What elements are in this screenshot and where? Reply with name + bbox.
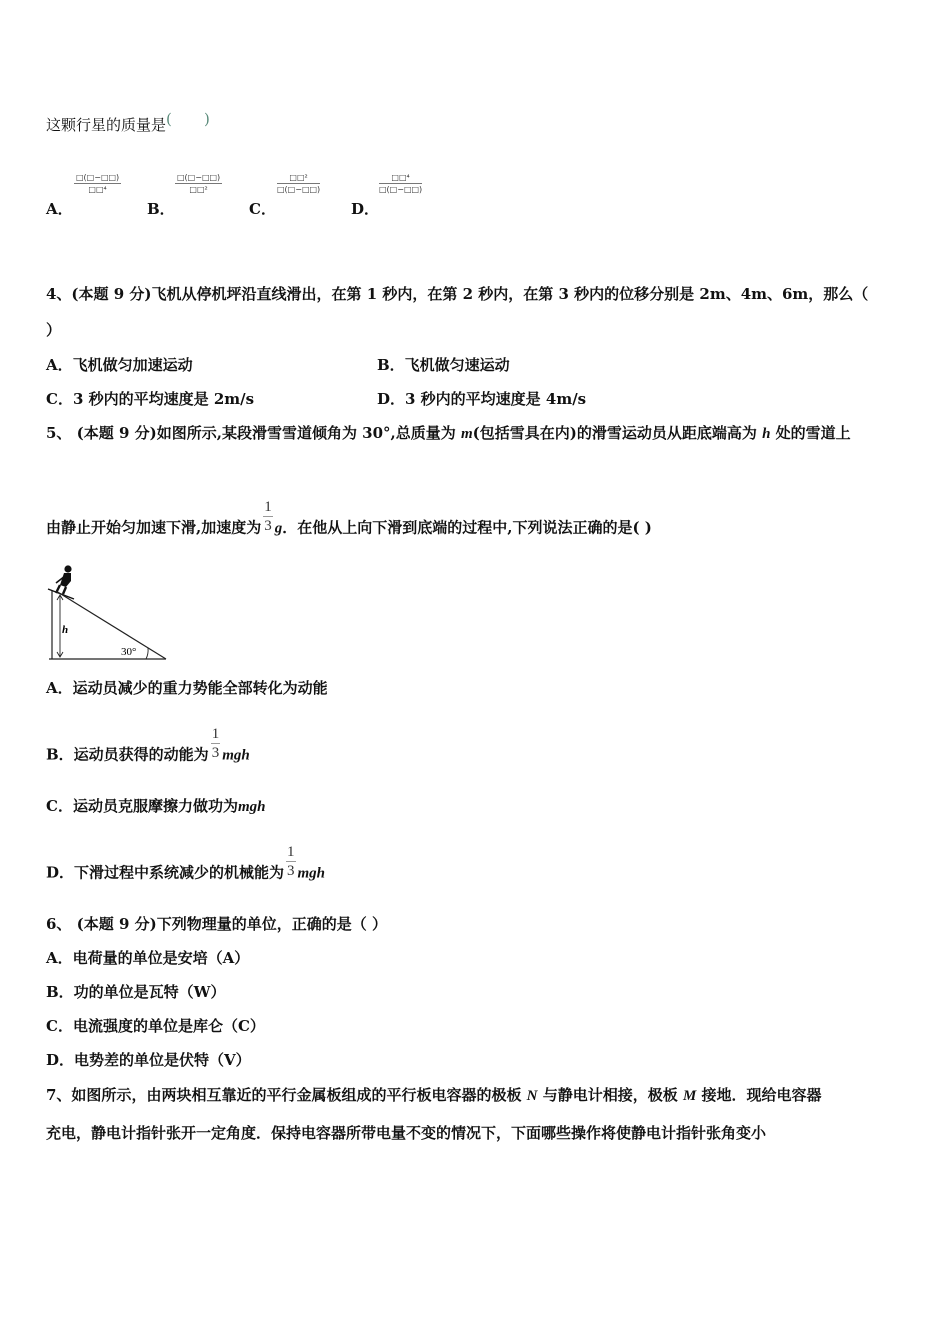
q3-option-b-fraction: □(□−□□) □□²	[177, 173, 221, 194]
q6-stem: 6、 (本题 9 分)下列物理量的单位，正确的是（ ）	[46, 915, 387, 933]
q3-option-c-fraction: □□² □(□−□□)	[277, 173, 321, 194]
slope-incline	[56, 591, 166, 659]
q4-option-a: A．飞机做匀加速运动	[46, 356, 193, 374]
angle-arc	[146, 648, 148, 659]
q6-option-a: A．电荷量的单位是安培（A）	[46, 949, 250, 967]
q5-option-b-fraction: $\frac{1}{3}$	[211, 726, 220, 761]
q5-option-d-fraction: $\frac{1}{3}$	[287, 844, 295, 879]
q3-option-a-fraction: □(□−□□) □□⁴	[76, 173, 120, 194]
q4-option-b: B．飞机做匀速运动	[377, 356, 510, 374]
q3-stem-text: 这颗行星的质量是	[46, 116, 167, 134]
q4-stem-cont: ）	[46, 321, 62, 339]
q6-option-d: D．电势差的单位是伏特（V）	[46, 1051, 251, 1069]
q3-option-a-label: A．	[46, 200, 73, 218]
q7-stem-line2: 充电，静电计指针张开一定角度．保持电容器所带电量不变的情况下，下面哪些操作将使静电计指针张角变小	[46, 1124, 767, 1142]
q5-option-d: D．下滑过程中系统减少的机械能为 $\frac{1}{3}$ mgh	[46, 844, 326, 882]
q3-option-d-label: D．	[351, 200, 380, 218]
angle-label: 30°	[121, 646, 137, 658]
q3-answer-paren: ( )	[166, 110, 210, 128]
q5-stem: 5、 (本题 9 分)如图所示,某段滑雪雪道倾角为 30°,总质量为 m(包括雪具在内)的滑雪运动员从距底端高为 h 处的雪道上	[46, 424, 851, 442]
q4-stem: 4、(本题 9 分)飞机从停机坪沿直线滑出，在第 1 秒内，在第 2 秒内，在第 3 秒内的位移分别是 2m、4m、6m，那么（	[46, 285, 869, 303]
q4-option-c: C．3 秒内的平均速度是 2m/s	[46, 390, 255, 408]
height-label: h	[62, 624, 69, 636]
q5-option-b: B．运动员获得的动能为 $\frac{1}{3}$ mgh	[46, 726, 250, 764]
q5-option-a: A．运动员减少的重力势能全部转化为动能	[46, 679, 328, 697]
q6-option-b: B．功的单位是瓦特（W）	[46, 983, 226, 1001]
q5-stem-line2: 由静止开始匀加速下滑,加速度为 $\frac{1}{3}$ g．在他从上向下滑到底端的过程中,下列说法正确的是( )	[46, 499, 652, 537]
q5-option-c: C．运动员克服摩擦力做功为mgh	[46, 797, 266, 815]
q5-fraction-one-third: $\frac{1}{3}$	[264, 499, 272, 534]
q6-option-c: C．电流强度的单位是库仑（C）	[46, 1017, 265, 1035]
q4-option-d: D．3 秒内的平均速度是 4m/s	[377, 390, 587, 408]
q3-stem	[46, 110, 210, 135]
q7-stem: 7、如图所示，由两块相互靠近的平行金属板组成的平行板电容器的极板 N 与静电计相接，极板 M 接地．现给电容器	[46, 1086, 822, 1104]
q3-option-d-fraction: □□⁴ □(□−□□)	[379, 173, 423, 194]
q3-option-b-label: B．	[147, 200, 175, 218]
ski-slope-figure	[44, 563, 170, 663]
q3-option-c-label: C．	[249, 200, 276, 218]
